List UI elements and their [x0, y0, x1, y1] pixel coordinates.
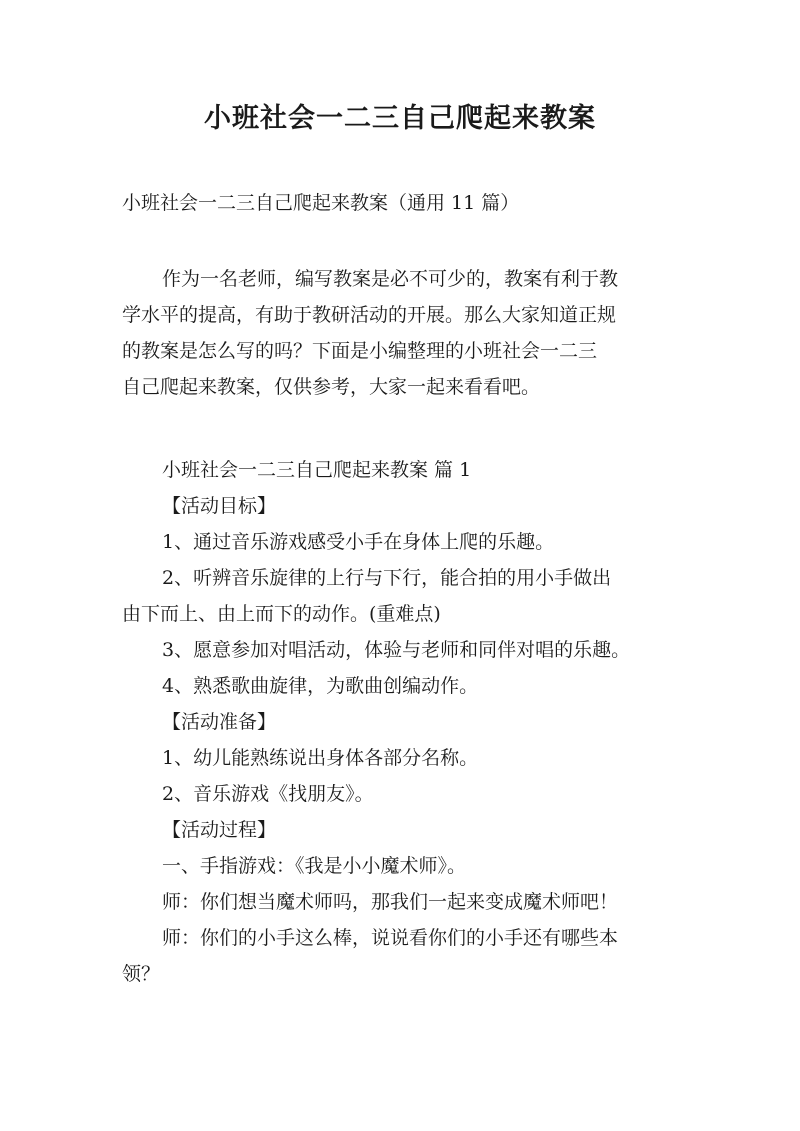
process-heading: 【活动过程】 — [162, 819, 277, 841]
goals-heading: 【活动目标】 — [162, 495, 277, 517]
intro-line: 自己爬起来教案，仅供参考，大家一起来看看吧。 — [122, 376, 541, 398]
goal-item: 2、听辨音乐旋律的上行与下行，能合拍的用小手做出 — [162, 567, 612, 589]
prep-item: 1、幼儿能熟练说出身体各部分名称。 — [162, 747, 479, 769]
goal-item-continuation: 由下而上、由上而下的动作。(重难点) — [122, 603, 441, 625]
document-subtitle: 小班社会一二三自己爬起来教案（通用 11 篇） — [122, 192, 520, 214]
lesson-body — [122, 452, 722, 992]
section-title: 小班社会一二三自己爬起来教案 篇 1 — [162, 459, 472, 481]
document-title: 小班社会一二三自己爬起来教案 — [204, 103, 596, 134]
dialog-line: 师：你们的小手这么棒，说说看你们的小手还有哪些本 — [162, 927, 619, 949]
intro-line: 学水平的提高，有助于教研活动的开展。那么大家知道正规 — [122, 304, 617, 326]
dialog-line: 师：你们想当魔术师吗，那我们一起来变成魔术师吧！ — [162, 891, 619, 913]
process-step: 一、手指游戏：《我是小小魔术师》。 — [162, 855, 467, 877]
dialog-line-continuation: 领？ — [122, 963, 161, 985]
intro-paragraph — [122, 261, 702, 405]
prep-heading: 【活动准备】 — [162, 711, 277, 733]
prep-item: 2、音乐游戏《找朋友》。 — [162, 783, 374, 805]
goal-item: 1、通过音乐游戏感受小手在身体上爬的乐趣。 — [162, 531, 555, 553]
intro-line: 作为一名老师，编写教案是必不可少的，教案有利于教 — [162, 268, 619, 290]
goal-item: 4、熟悉歌曲旋律，为歌曲创编动作。 — [162, 675, 479, 697]
goal-item: 3、愿意参加对唱活动，体验与老师和同伴对唱的乐趣。 — [162, 639, 631, 661]
intro-line: 的教案是怎么写的吗？下面是小编整理的小班社会一二三 — [122, 340, 598, 362]
